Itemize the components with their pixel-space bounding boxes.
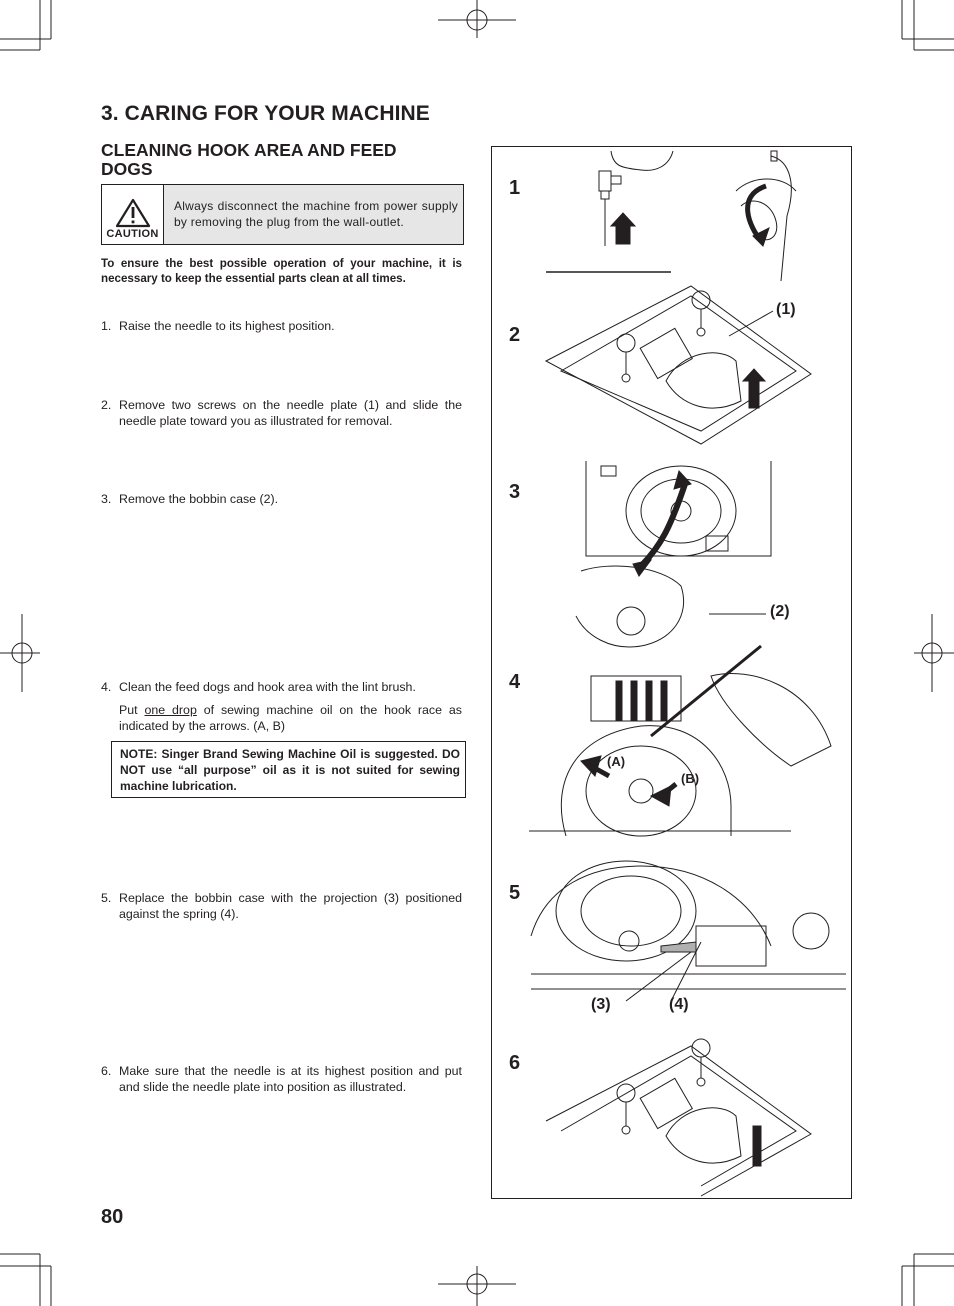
figure-number-1: 1	[509, 177, 521, 199]
label-spring: (4)	[669, 996, 689, 1013]
step-text: Raise the needle to its highest position.	[119, 319, 335, 333]
figure-3-bobbin-case-illustration	[576, 461, 771, 647]
step-subtext	[119, 702, 462, 734]
figure-4-cleaning-brush-illustration	[529, 646, 831, 836]
step-number: 1.	[101, 319, 112, 333]
intro-paragraph: To ensure the best possible operation of your machine, it is necessary to keep the essential parts clean at all times.	[101, 257, 462, 285]
figure-2-needle-plate-illustration	[546, 286, 811, 444]
warning-triangle-icon	[115, 198, 151, 228]
illustration-drawings	[491, 146, 852, 1199]
note-box: NOTE: Singer Brand Sewing Machine Oil is suggested. DO NOT use “all purpose” oil as it is not suited for sewing machine lubrication.	[111, 741, 466, 798]
subtext-pre: Put	[119, 703, 145, 717]
label-arrow-a: (A)	[607, 754, 626, 769]
step-text: Remove two screws on the needle plate (1) and slide the needle plate toward you as illustrated for removal.	[119, 398, 462, 428]
step-number: 3.	[101, 492, 112, 506]
step-4	[101, 679, 462, 734]
step-text: Remove the bobbin case (2).	[119, 492, 279, 506]
section-title: CLEANING HOOK AREA AND FEED DOGS	[101, 140, 397, 179]
step-number: 4.	[101, 680, 112, 694]
step-text: Replace the bobbin case with the projection (3) positioned against the spring (4).	[119, 891, 462, 921]
step-text: Make sure that the needle is at its highest position and put and slide the needle plate into position as illustrated.	[119, 1064, 462, 1094]
caution-text: Always disconnect the machine from power supply by removing the plug from the wall-outlet.	[164, 185, 463, 244]
figure-number-2: 2	[509, 324, 521, 346]
step-1	[101, 318, 462, 334]
caution-label: CAUTION	[106, 228, 159, 240]
label-bobbin-case: (2)	[770, 603, 790, 620]
figure-1-needle-handwheel-illustration	[546, 151, 796, 281]
step-3	[101, 491, 462, 507]
figure-number-3: 3	[509, 481, 521, 503]
figure-number-5: 5	[509, 882, 521, 904]
caution-box	[101, 184, 464, 245]
caution-icon-cell	[102, 185, 164, 244]
step-5	[101, 890, 462, 922]
label-projection: (3)	[591, 996, 611, 1013]
subtext-post: of sewing machine oil on the hook race as indicated by the arrows. (A, B)	[119, 703, 462, 733]
subtext-underlined: one drop	[144, 703, 197, 717]
step-number: 5.	[101, 891, 112, 905]
step-number: 2.	[101, 398, 112, 412]
step-text: Clean the feed dogs and hook area with the lint brush.	[119, 680, 416, 694]
label-arrow-b: (B)	[681, 771, 700, 786]
label-needle-plate: (1)	[776, 301, 796, 318]
figure-number-4: 4	[509, 671, 521, 693]
figure-6-needle-plate-replace-illustration	[546, 1039, 811, 1196]
step-2	[101, 397, 462, 429]
step-number: 6.	[101, 1064, 112, 1078]
step-6	[101, 1063, 462, 1095]
page-title: 3. CARING FOR YOUR MACHINE	[101, 102, 430, 125]
figure-5-bobbin-projection-illustration	[531, 861, 846, 1001]
page-number: 80	[101, 1206, 124, 1228]
figure-number-6: 6	[509, 1052, 521, 1074]
